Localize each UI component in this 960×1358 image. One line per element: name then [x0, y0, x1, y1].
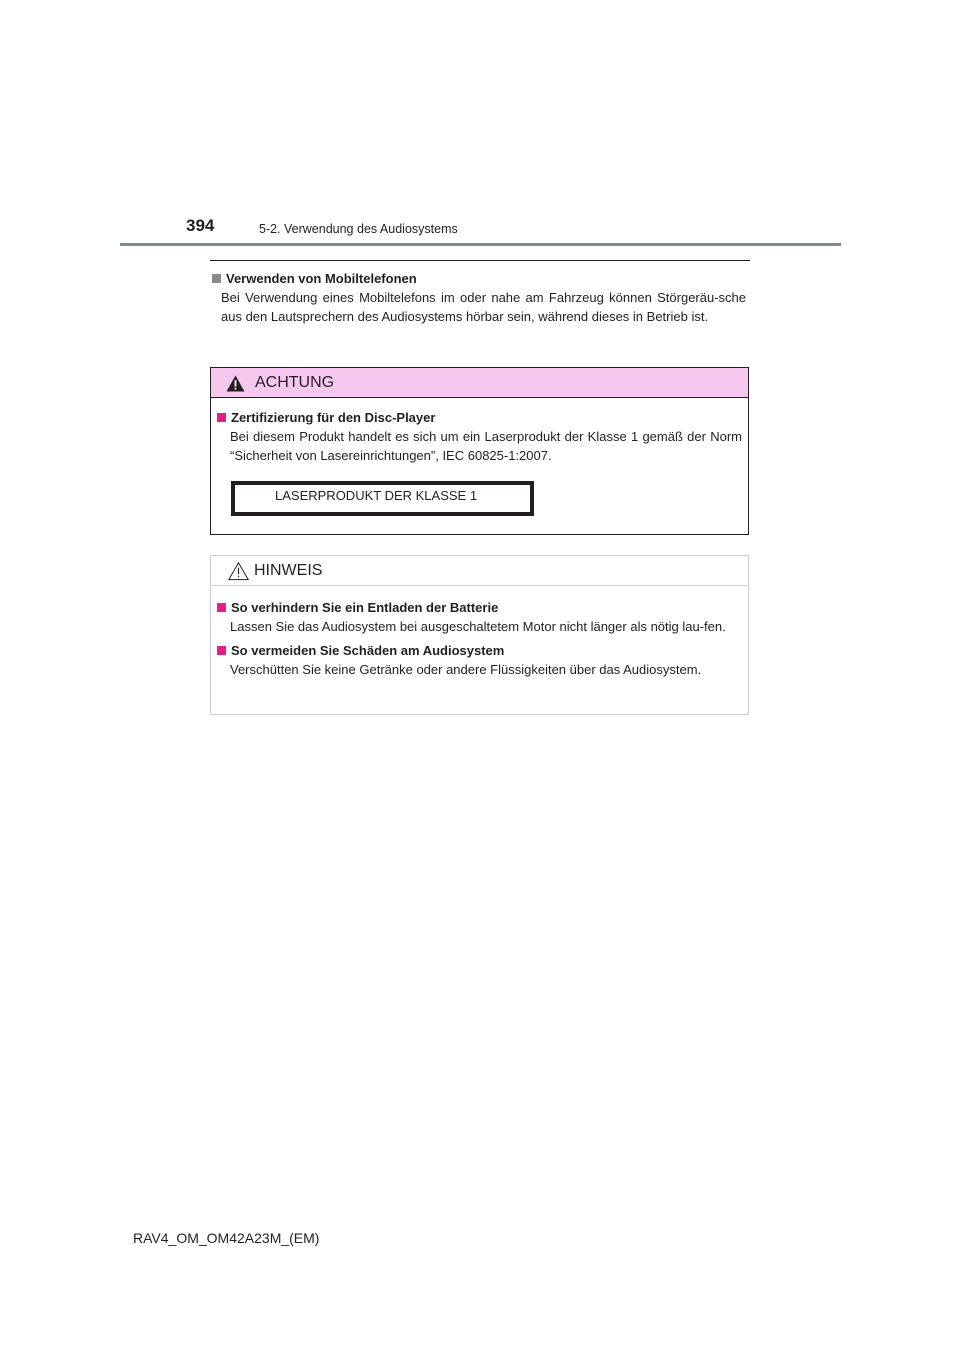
header-rule — [120, 243, 841, 246]
section-title: 5-2. Verwendung des Audiosystems — [259, 222, 458, 236]
achtung-header — [211, 368, 748, 398]
intro-heading: Verwenden von Mobiltelefonen — [226, 271, 417, 286]
hinweis-item — [217, 642, 742, 679]
hinweis-box — [210, 555, 749, 715]
square-bullet-icon — [217, 603, 226, 612]
achtung-body — [211, 398, 748, 516]
intro-heading-row — [212, 270, 746, 288]
hinweis-heading-row — [217, 599, 742, 617]
hinweis-heading-row — [217, 642, 742, 660]
hinweis-title: HINWEIS — [254, 562, 323, 579]
page-number: 394 — [186, 216, 215, 235]
laser-label-wrap — [231, 481, 742, 516]
square-bullet-icon — [212, 274, 221, 283]
square-bullet-icon — [217, 646, 226, 655]
hinweis-item-heading: So verhindern Sie ein Entladen der Batterie — [231, 600, 499, 615]
hinweis-item-text: Lassen Sie das Audiosystem bei ausgeschaltetem Motor nicht länger als nötig lau-fen. — [230, 619, 726, 634]
laser-class-label-text: LASERPRODUKT DER KLASSE 1 — [235, 485, 530, 512]
hinweis-item-text: Verschütten Sie keine Getränke oder andere Flüssigkeiten über das Audiosystem. — [230, 662, 702, 677]
intro-section — [212, 270, 746, 326]
intro-text: Bei Verwendung eines Mobiltelefons im oder nahe am Fahrzeug können Störgeräu-sche aus den Lautsprechern des Audiosystems hörbar sein, während dieses in Betrieb ist. — [221, 290, 746, 324]
top-divider — [210, 260, 750, 261]
notice-triangle-icon — [228, 561, 249, 581]
hinweis-item — [217, 599, 742, 636]
achtung-text: Bei diesem Produkt handelt es sich um ein Laserprodukt der Klasse 1 gemäß der Norm “Sicherheit von Lasereinrichtungen”, IEC 60825-1:2007. — [230, 429, 742, 463]
hinweis-header — [211, 556, 748, 586]
footer-code: RAV4_OM_OM42A23M_(EM) — [133, 1230, 320, 1246]
achtung-title: ACHTUNG — [255, 374, 335, 391]
laser-class-label — [231, 481, 534, 516]
warning-triangle-icon — [226, 375, 245, 392]
achtung-heading-row — [217, 409, 742, 427]
achtung-heading: Zertifizierung für den Disc-Player — [231, 410, 436, 425]
achtung-box — [210, 367, 749, 535]
hinweis-item-heading: So vermeiden Sie Schäden am Audiosystem — [231, 643, 505, 658]
hinweis-body — [211, 586, 748, 679]
square-bullet-icon — [217, 413, 226, 422]
